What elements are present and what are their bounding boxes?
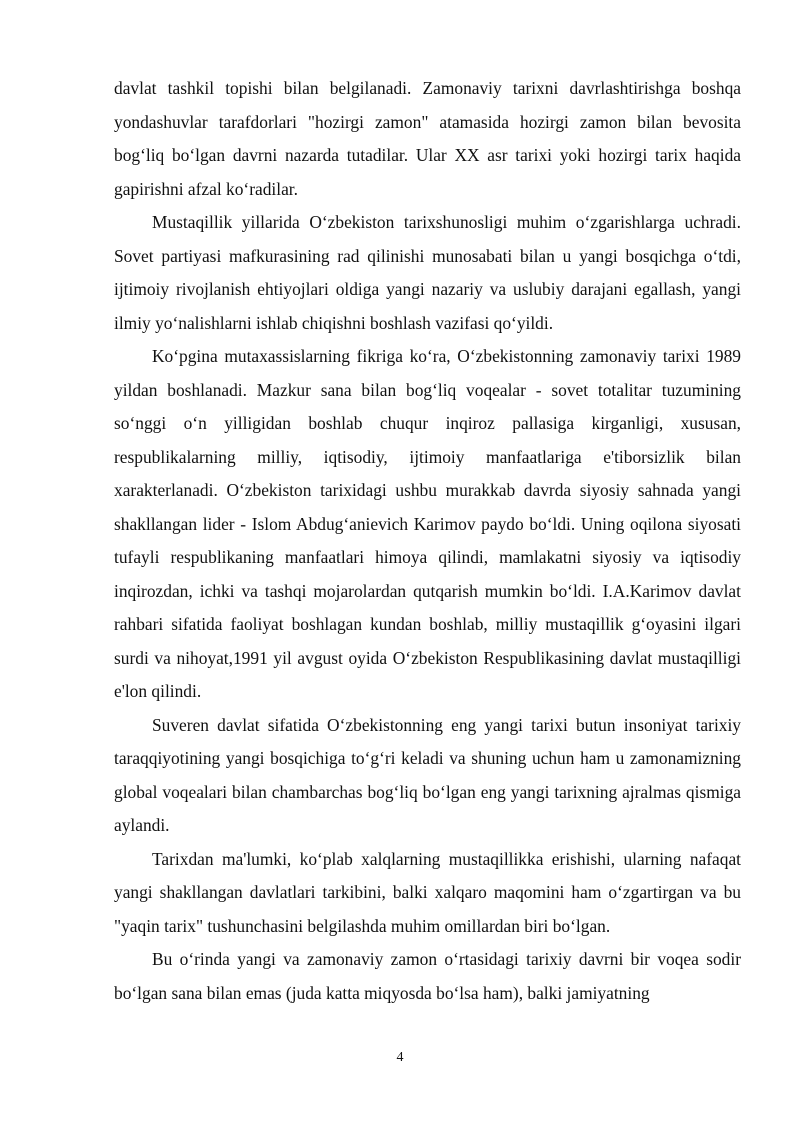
paragraph-6: Bu o‘rinda yangi va zamonaviy zamon o‘rtasidagi tarixiy davrni bir voqea sodir bo‘lgan sana bilan emas (juda katta miqyosda bo‘lsa ham), balki jamiyatning (114, 949, 741, 1003)
paragraph-2: Mustaqillik yillarida O‘zbekiston tarixshunosligi muhim o‘zgarishlarga uchradi. Sovet partiyasi mafkurasining rad qilinishi munosabati bilan u yangi bosqichga o‘tdi, ijtimoiy rivojlanish ehtiyojlari oldiga yangi nazariy va uslubiy darajani egallash, yangi ilmiy yo‘nalishlarni ishlab chiqishni boshlash vazifasi qo‘yildi. (114, 212, 741, 333)
document-body (114, 72, 741, 1010)
page-number: 4 (396, 1050, 404, 1065)
paragraph-3: Ko‘pgina mutaxassislarning fikriga ko‘ra, O‘zbekistonning zamonaviy tarixi 1989 yildan boshlanadi. Mazkur sana bilan bog‘liq voqealar - sovet totalitar tuzumining so‘nggi o‘n yilligidan boshlab chuqur inqiroz pallasiga kirganligi, xususan, respublikalarning milliy, iqtisodiy, ijtimoiy manfaatlariga e'tiborsizlik bilan xarakterlanadi. O‘zbekiston tarixidagi ushbu murakkab davrda siyosiy sahnada yangi shakllangan lider - Islom Abdug‘anievich Karimov paydo bo‘ldi. Uning oqilona siyosati tufayli respublikaning manfaatlari himoya qilindi, mamlakatni siyosiy va iqtisodiy inqirozdan, ichki va tashqi mojarolardan qutqarish mumkin bo‘ldi. I.A.Karimov davlat rahbari sifatida faoliyat boshlagan kundan boshlab, milliy mustaqillik g‘oyasini ilgari surdi va nihoyat,1991 yil avgust oyida O‘zbekiston Respublikasining davlat mustaqilligi e'lon qilindi. (114, 346, 741, 701)
paragraph-4: Suveren davlat sifatida O‘zbekistonning eng yangi tarixi butun insoniyat tarixiy taraqqiyotining yangi bosqichiga to‘g‘ri keladi va shuning uchun ham u zamonamizning global voqealari bilan chambarchas bog‘liq bo‘lgan eng yangi tarixning ajralmas qismiga aylandi. (114, 714, 741, 835)
paragraph-1: davlat tashkil topishi bilan belgilanadi. Zamonaviy tarixni davrlashtirishga boshqa yondashuvlar tarafdorlari "hozirgi zamon" atamasida hozirgi zamon bilan bevosita bog‘liq bo‘lgan davrni nazarda tutadilar. Ular XX asr tarixi yoki hozirgi tarix haqida gapirishni afzal ko‘radilar. (114, 78, 741, 199)
paragraph-5: Tarixdan ma'lumki, ko‘plab xalqlarning mustaqillikka erishishi, ularning nafaqat yangi shakllangan davlatlari tarkibini, balki xalqaro maqomini ham o‘zgartirgan va bu "yaqin tarix" tushunchasini belgilashda muhim omillardan biri bo‘lgan. (114, 848, 741, 936)
